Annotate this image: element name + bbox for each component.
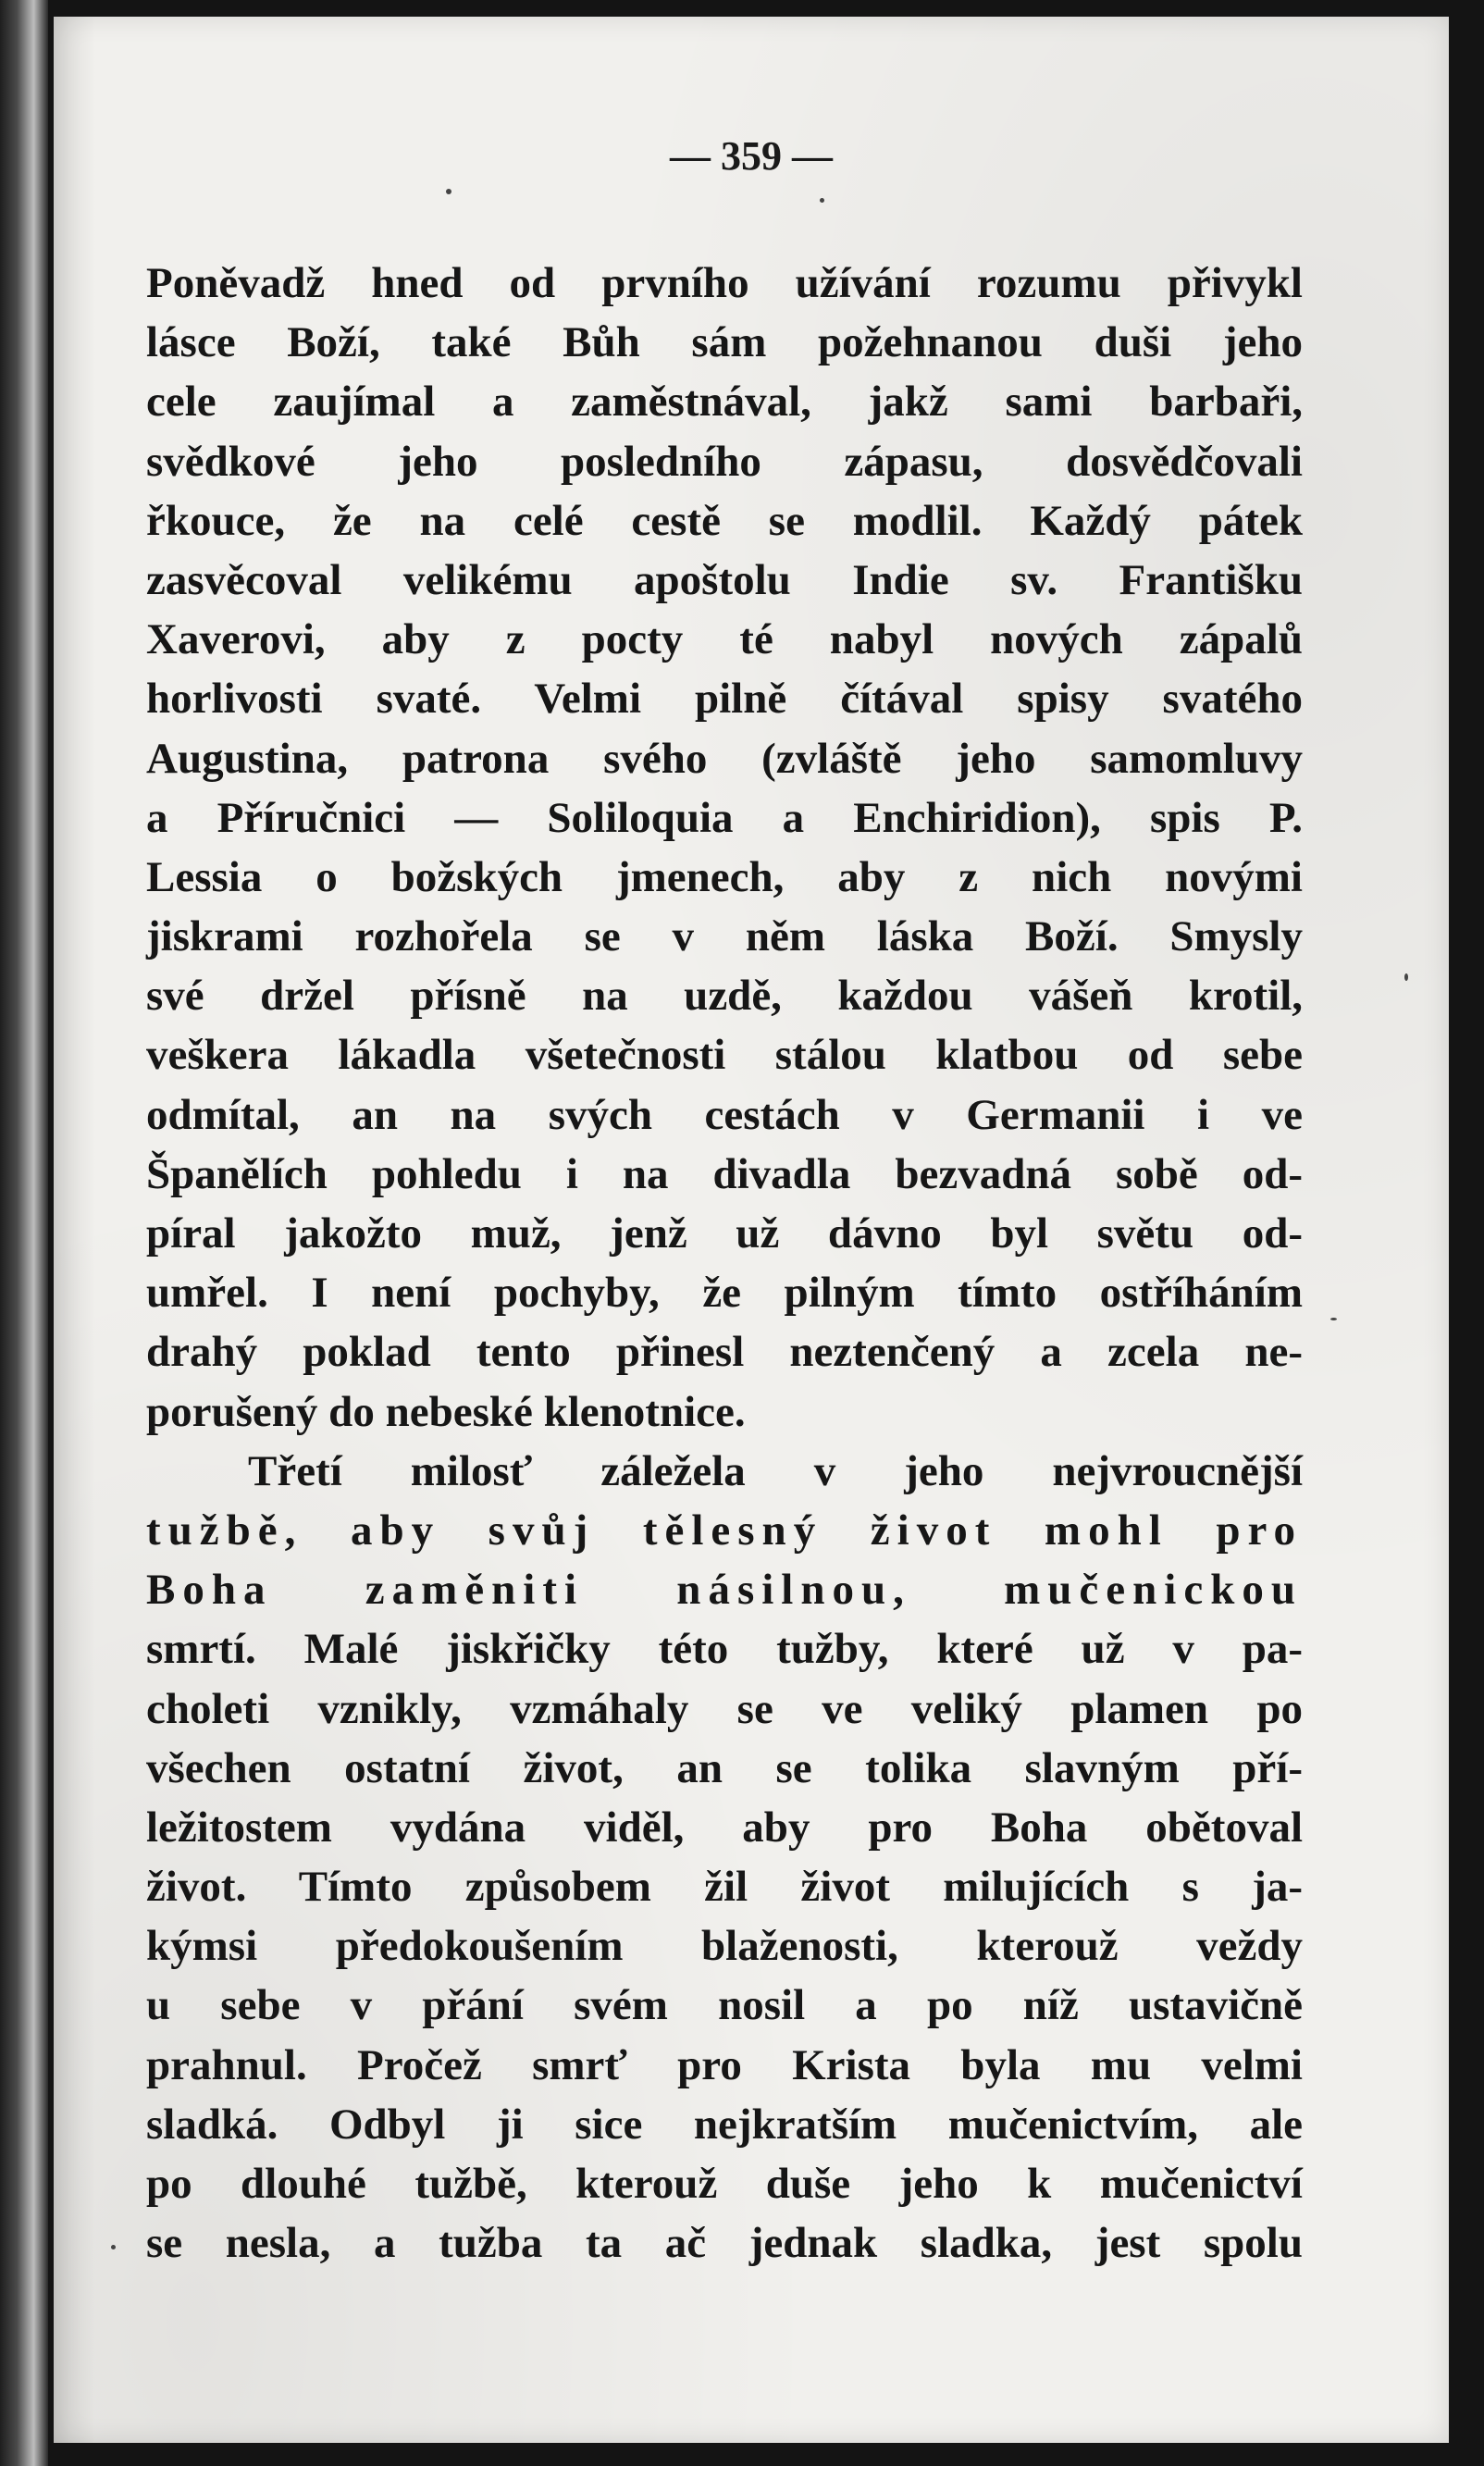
paragraph-start-line: Třetí milosť záležela v jeho nejvroucnější	[248, 1446, 1303, 1495]
text-line: veškera lákadla všetečnosti stálou klatbou od sebe	[146, 1031, 1303, 1080]
text-line: a Příručnici — Soliloquia a Enchiridion), spis P.	[146, 793, 1303, 842]
previous-page-edge	[0, 0, 48, 2466]
text-line: po dlouhé tužbě, kterouž duše jeho k mučenictví	[146, 2160, 1303, 2208]
book-page	[54, 17, 1449, 2443]
spaced-emphasis-line: tužbě, aby svůj tělesný život mohl pro	[146, 1506, 1303, 1555]
text-line: odmítal, an na svých cestách v Germanii i ve	[146, 1090, 1303, 1139]
text-line: horlivosti svaté. Velmi pilně čítával spisy svatého	[146, 675, 1303, 724]
text-line: prahnul. Pročež smrť pro Krista byla mu velmi	[146, 2040, 1303, 2089]
page-number: — 359 —	[670, 133, 833, 179]
spaced-emphasis-line: Boha zaměniti násilnou, mučenickou	[146, 1566, 1303, 1615]
text-line: svědkové jeho posledního zápasu, dosvědčovali	[146, 437, 1303, 486]
body-text	[146, 254, 1303, 2273]
text-line: Lessia o božských jmenech, aby z nich novými	[146, 852, 1303, 901]
text-line: kýmsi předokoušením blaženosti, kterouž veždy	[146, 1922, 1303, 1971]
ink-speck	[446, 189, 451, 194]
text-line: drahý poklad tento přinesl neztenčený a zcela ne-	[146, 1328, 1303, 1377]
text-line: jiskrami rozhořela se v něm láska Boží. Smysly	[146, 912, 1303, 961]
text-line: své držel přísně na uzdě, každou vášeň krotil,	[146, 972, 1303, 1021]
ink-speck	[111, 2245, 116, 2249]
ink-speck	[1404, 973, 1408, 981]
text-line: se nesla, a tužba ta ač jednak sladka, jest spolu	[146, 2219, 1303, 2268]
text-line: porušený do nebeské klenotnice.	[146, 1387, 746, 1436]
text-line: život. Tímto způsobem žil život milujících s ja-	[146, 1863, 1303, 1912]
text-line: smrtí. Malé jiskřičky této tužby, které už v pa-	[146, 1625, 1303, 1674]
text-line: všechen ostatní život, an se tolika slavným pří-	[146, 1743, 1303, 1792]
text-line: Poněvadž hned od prvního užívání rozumu přivykl	[146, 259, 1303, 307]
text-line: píral jakožto muž, jenž už dávno byl světu od-	[146, 1209, 1303, 1258]
ink-speck	[820, 198, 824, 203]
text-line: zasvěcoval velikému apoštolu Indie sv. Františku	[146, 555, 1303, 604]
text-line: choleti vznikly, vzmáhaly se ve veliký plamen po	[146, 1684, 1303, 1733]
ink-speck	[1330, 1318, 1337, 1320]
text-line: umřel. I není pochyby, že pilným tímto ostříháním	[146, 1269, 1303, 1318]
text-line: Augustina, patrona svého (zvláště jeho samomluvy	[146, 734, 1303, 783]
text-line: sladká. Odbyl ji sice nejkratším mučenictvím, ale	[146, 2100, 1303, 2149]
text-line: cele zaujímal a zaměstnával, jakž sami barbaři,	[146, 378, 1303, 427]
text-line: ležitostem vydána viděl, aby pro Boha obětoval	[146, 1803, 1303, 1852]
text-line: u sebe v přání svém nosil a po níž ustavičně	[146, 1981, 1303, 2030]
text-line: lásce Boží, také Bůh sám požehnanou duši jeho	[146, 318, 1303, 367]
text-line: Xaverovi, aby z pocty té nabyl nových zápalů	[146, 615, 1303, 664]
text-line: Španělích pohledu i na divadla bezvadná sobě od-	[146, 1149, 1303, 1198]
text-line: řkouce, že na celé cestě se modlil. Každý pátek	[146, 496, 1303, 545]
